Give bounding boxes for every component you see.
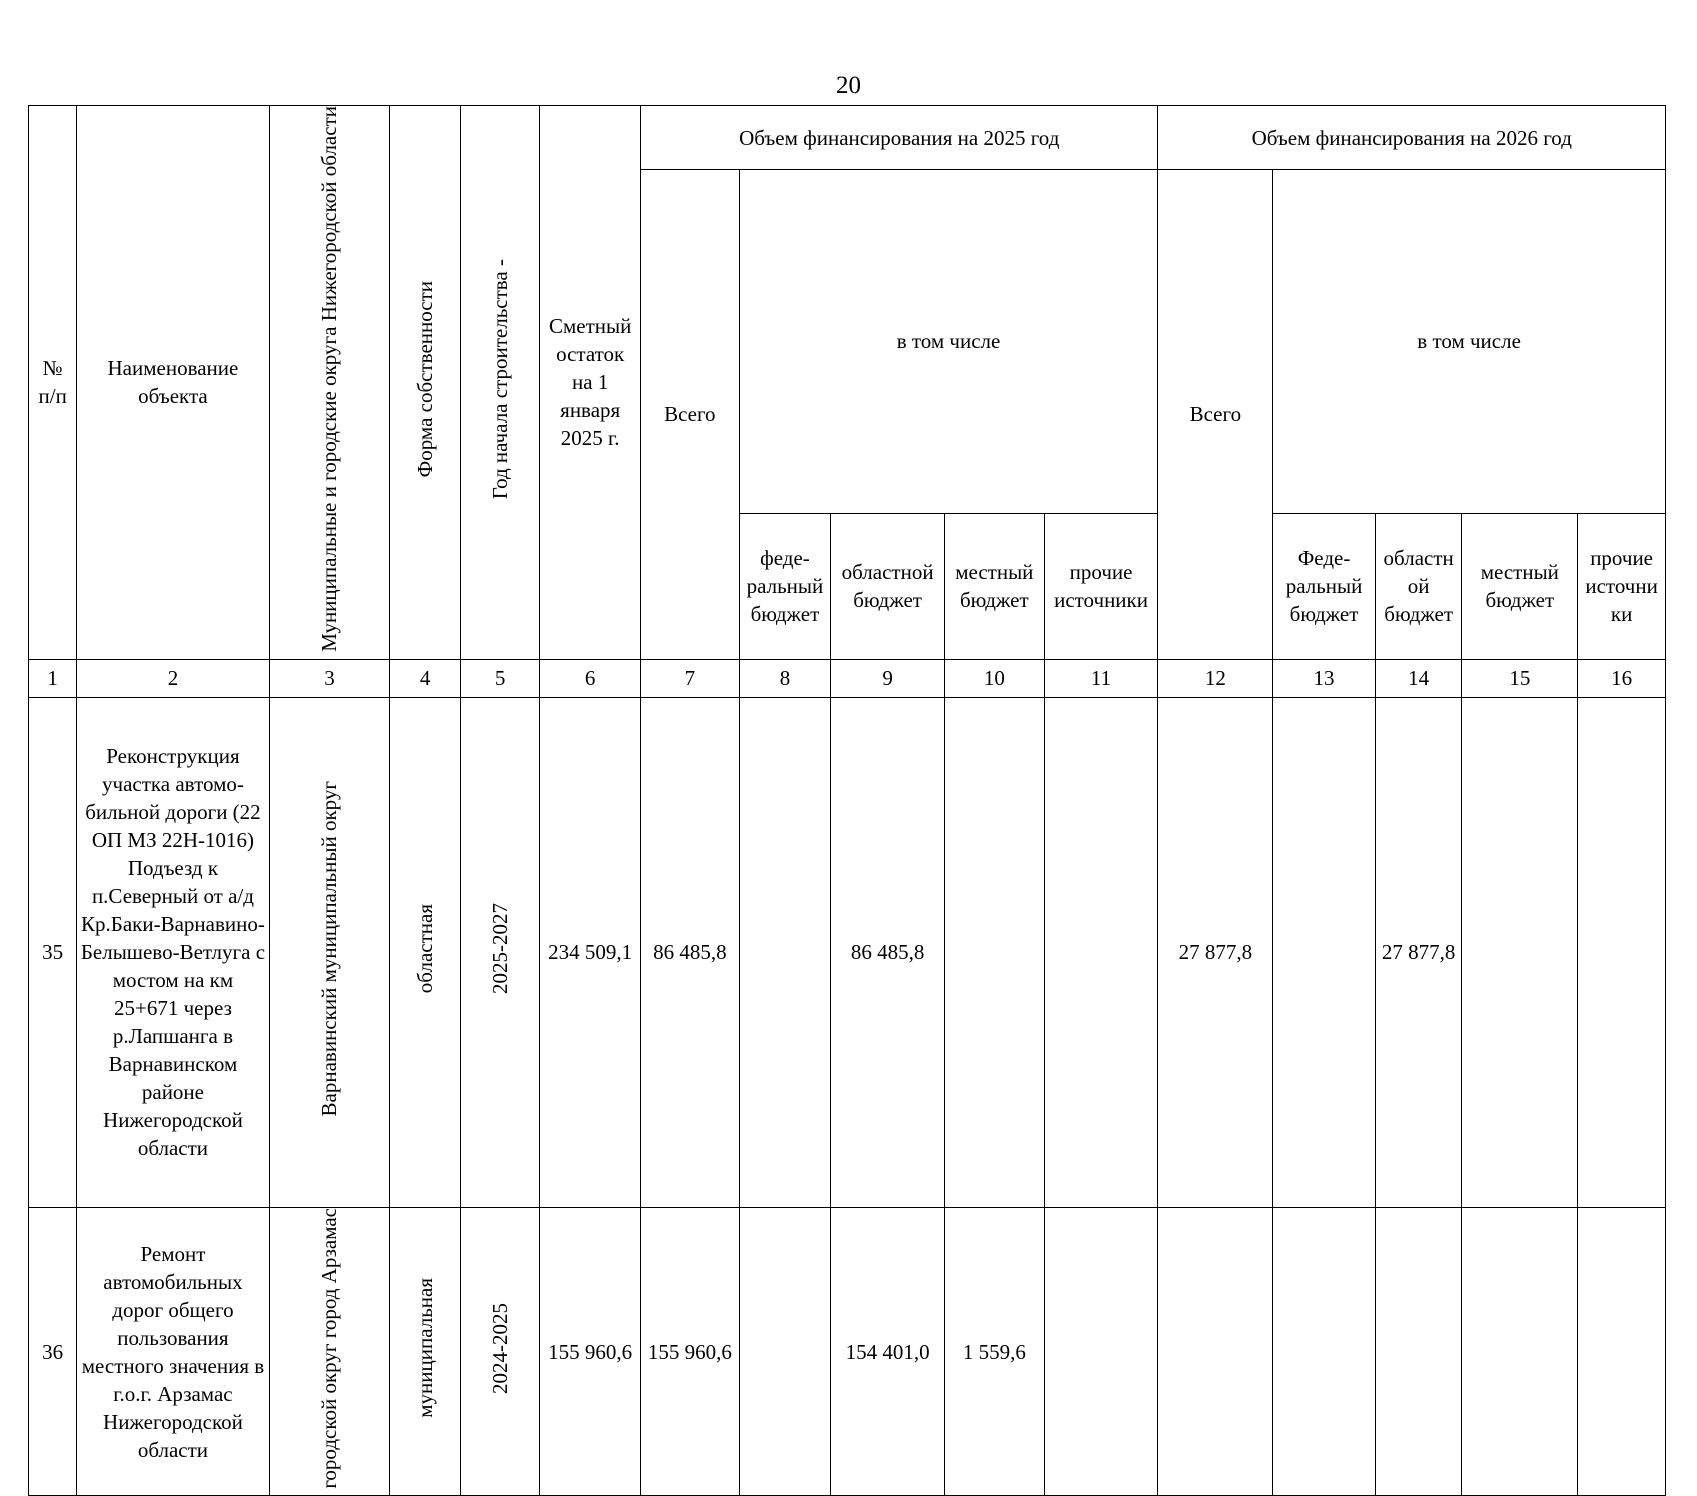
financing-table bbox=[28, 105, 1666, 1496]
row-local-2025 bbox=[944, 697, 1044, 1207]
column-number: 11 bbox=[1044, 659, 1158, 697]
header-other-2025: прочие источники bbox=[1044, 513, 1158, 659]
table-row bbox=[29, 1207, 1666, 1496]
row-total-2025: 86 485,8 bbox=[641, 697, 740, 1207]
header-regional-2025: областной бюджет bbox=[831, 513, 945, 659]
header-federal-2026: Феде-ральный бюджет bbox=[1273, 513, 1376, 659]
row-ownership bbox=[390, 1207, 460, 1496]
row-federal-2026 bbox=[1273, 1207, 1376, 1496]
row-estimate: 155 960,6 bbox=[540, 1207, 641, 1496]
row-years-text: 2024-2025 bbox=[488, 1302, 513, 1394]
header-regional-2026: областной бюджет bbox=[1375, 513, 1462, 659]
header-ownership bbox=[390, 106, 460, 660]
header-funding-2025: Объем финансирования на 2025 год bbox=[641, 106, 1158, 170]
header-total-2026: Всего bbox=[1158, 170, 1273, 660]
header-other-2026: прочие источники bbox=[1578, 513, 1666, 659]
header-num: № п/п bbox=[29, 106, 77, 660]
header-estimate-balance: Сметный остаток на 1 января 2025 г. bbox=[540, 106, 641, 660]
row-federal-2025 bbox=[739, 697, 831, 1207]
column-number: 4 bbox=[390, 659, 460, 697]
header-including-2025: в том числе bbox=[739, 170, 1158, 514]
header-municipality-text: Муниципальные и городские округа Нижегородской области bbox=[317, 106, 342, 652]
row-num: 35 bbox=[29, 697, 77, 1207]
row-regional-2026 bbox=[1375, 1207, 1462, 1496]
header-name: Наименование объекта bbox=[77, 106, 269, 660]
row-federal-2025 bbox=[739, 1207, 831, 1496]
header-funding-2026: Объем финансирования на 2026 год bbox=[1158, 106, 1666, 170]
column-number: 13 bbox=[1273, 659, 1376, 697]
row-num: 36 bbox=[29, 1207, 77, 1496]
row-years bbox=[460, 1207, 540, 1496]
row-total-2026 bbox=[1158, 1207, 1273, 1496]
row-years-text: 2025-2027 bbox=[488, 903, 513, 995]
table-row bbox=[29, 697, 1666, 1207]
row-object-name: Реконструкция участка автомо-бильной дороги (22 ОП МЗ 22Н-1016) Подъезд к п.Северный от а/д Кр.Баки-Варнавино-Белышево-Ветлуга с мостом на км 25+671 через р.Лапшанга в Варнавинском районе Нижегородской области bbox=[77, 697, 269, 1207]
row-municipality bbox=[269, 1207, 390, 1496]
header-ownership-text: Форма собственности bbox=[413, 280, 438, 478]
row-regional-2025: 86 485,8 bbox=[831, 697, 945, 1207]
row-local-2026 bbox=[1462, 1207, 1578, 1496]
column-number: 15 bbox=[1462, 659, 1578, 697]
row-regional-2026: 27 877,8 bbox=[1375, 697, 1462, 1207]
header-local-2025: местный бюджет bbox=[944, 513, 1044, 659]
row-municipality-text: Варнавинский муниципальный округ bbox=[317, 780, 342, 1117]
column-number-row bbox=[29, 659, 1666, 697]
column-number: 2 bbox=[77, 659, 269, 697]
row-object-name: Ремонт автомобильных дорог общего пользования местного значения в г.о.г. Арзамас Нижегородской области bbox=[77, 1207, 269, 1496]
header-local-2026: местный бюджет bbox=[1462, 513, 1578, 659]
column-number: 5 bbox=[460, 659, 540, 697]
column-number: 9 bbox=[831, 659, 945, 697]
row-local-2025: 1 559,6 bbox=[944, 1207, 1044, 1496]
header-total-2025: Всего bbox=[641, 170, 740, 660]
row-ownership-text: областная bbox=[413, 904, 438, 994]
column-number: 10 bbox=[944, 659, 1044, 697]
column-number: 1 bbox=[29, 659, 77, 697]
column-number: 16 bbox=[1578, 659, 1666, 697]
header-municipality bbox=[269, 106, 390, 660]
row-regional-2025: 154 401,0 bbox=[831, 1207, 945, 1496]
row-ownership-text: муниципальная bbox=[413, 1278, 438, 1418]
header-including-2026: в том числе bbox=[1273, 170, 1666, 514]
header-federal-2025: феде-ральный бюджет bbox=[739, 513, 831, 659]
row-ownership bbox=[390, 697, 460, 1207]
column-number: 6 bbox=[540, 659, 641, 697]
row-total-2025: 155 960,6 bbox=[641, 1207, 740, 1496]
column-number: 7 bbox=[641, 659, 740, 697]
row-local-2026 bbox=[1462, 697, 1578, 1207]
row-municipality-text: городской округ город Арзамас bbox=[317, 1207, 342, 1489]
row-other-2026 bbox=[1578, 697, 1666, 1207]
header-year-start bbox=[460, 106, 540, 660]
row-other-2025 bbox=[1044, 1207, 1158, 1496]
header-year-start-text: Год начала строительства - bbox=[488, 258, 513, 499]
column-number: 14 bbox=[1375, 659, 1462, 697]
row-federal-2026 bbox=[1273, 697, 1376, 1207]
row-other-2025 bbox=[1044, 697, 1158, 1207]
row-estimate: 234 509,1 bbox=[540, 697, 641, 1207]
column-number: 3 bbox=[269, 659, 390, 697]
row-municipality bbox=[269, 697, 390, 1207]
row-total-2026: 27 877,8 bbox=[1158, 697, 1273, 1207]
page-number: 20 bbox=[836, 72, 861, 99]
column-number: 8 bbox=[739, 659, 831, 697]
row-years bbox=[460, 697, 540, 1207]
row-other-2026 bbox=[1578, 1207, 1666, 1496]
column-number: 12 bbox=[1158, 659, 1273, 697]
